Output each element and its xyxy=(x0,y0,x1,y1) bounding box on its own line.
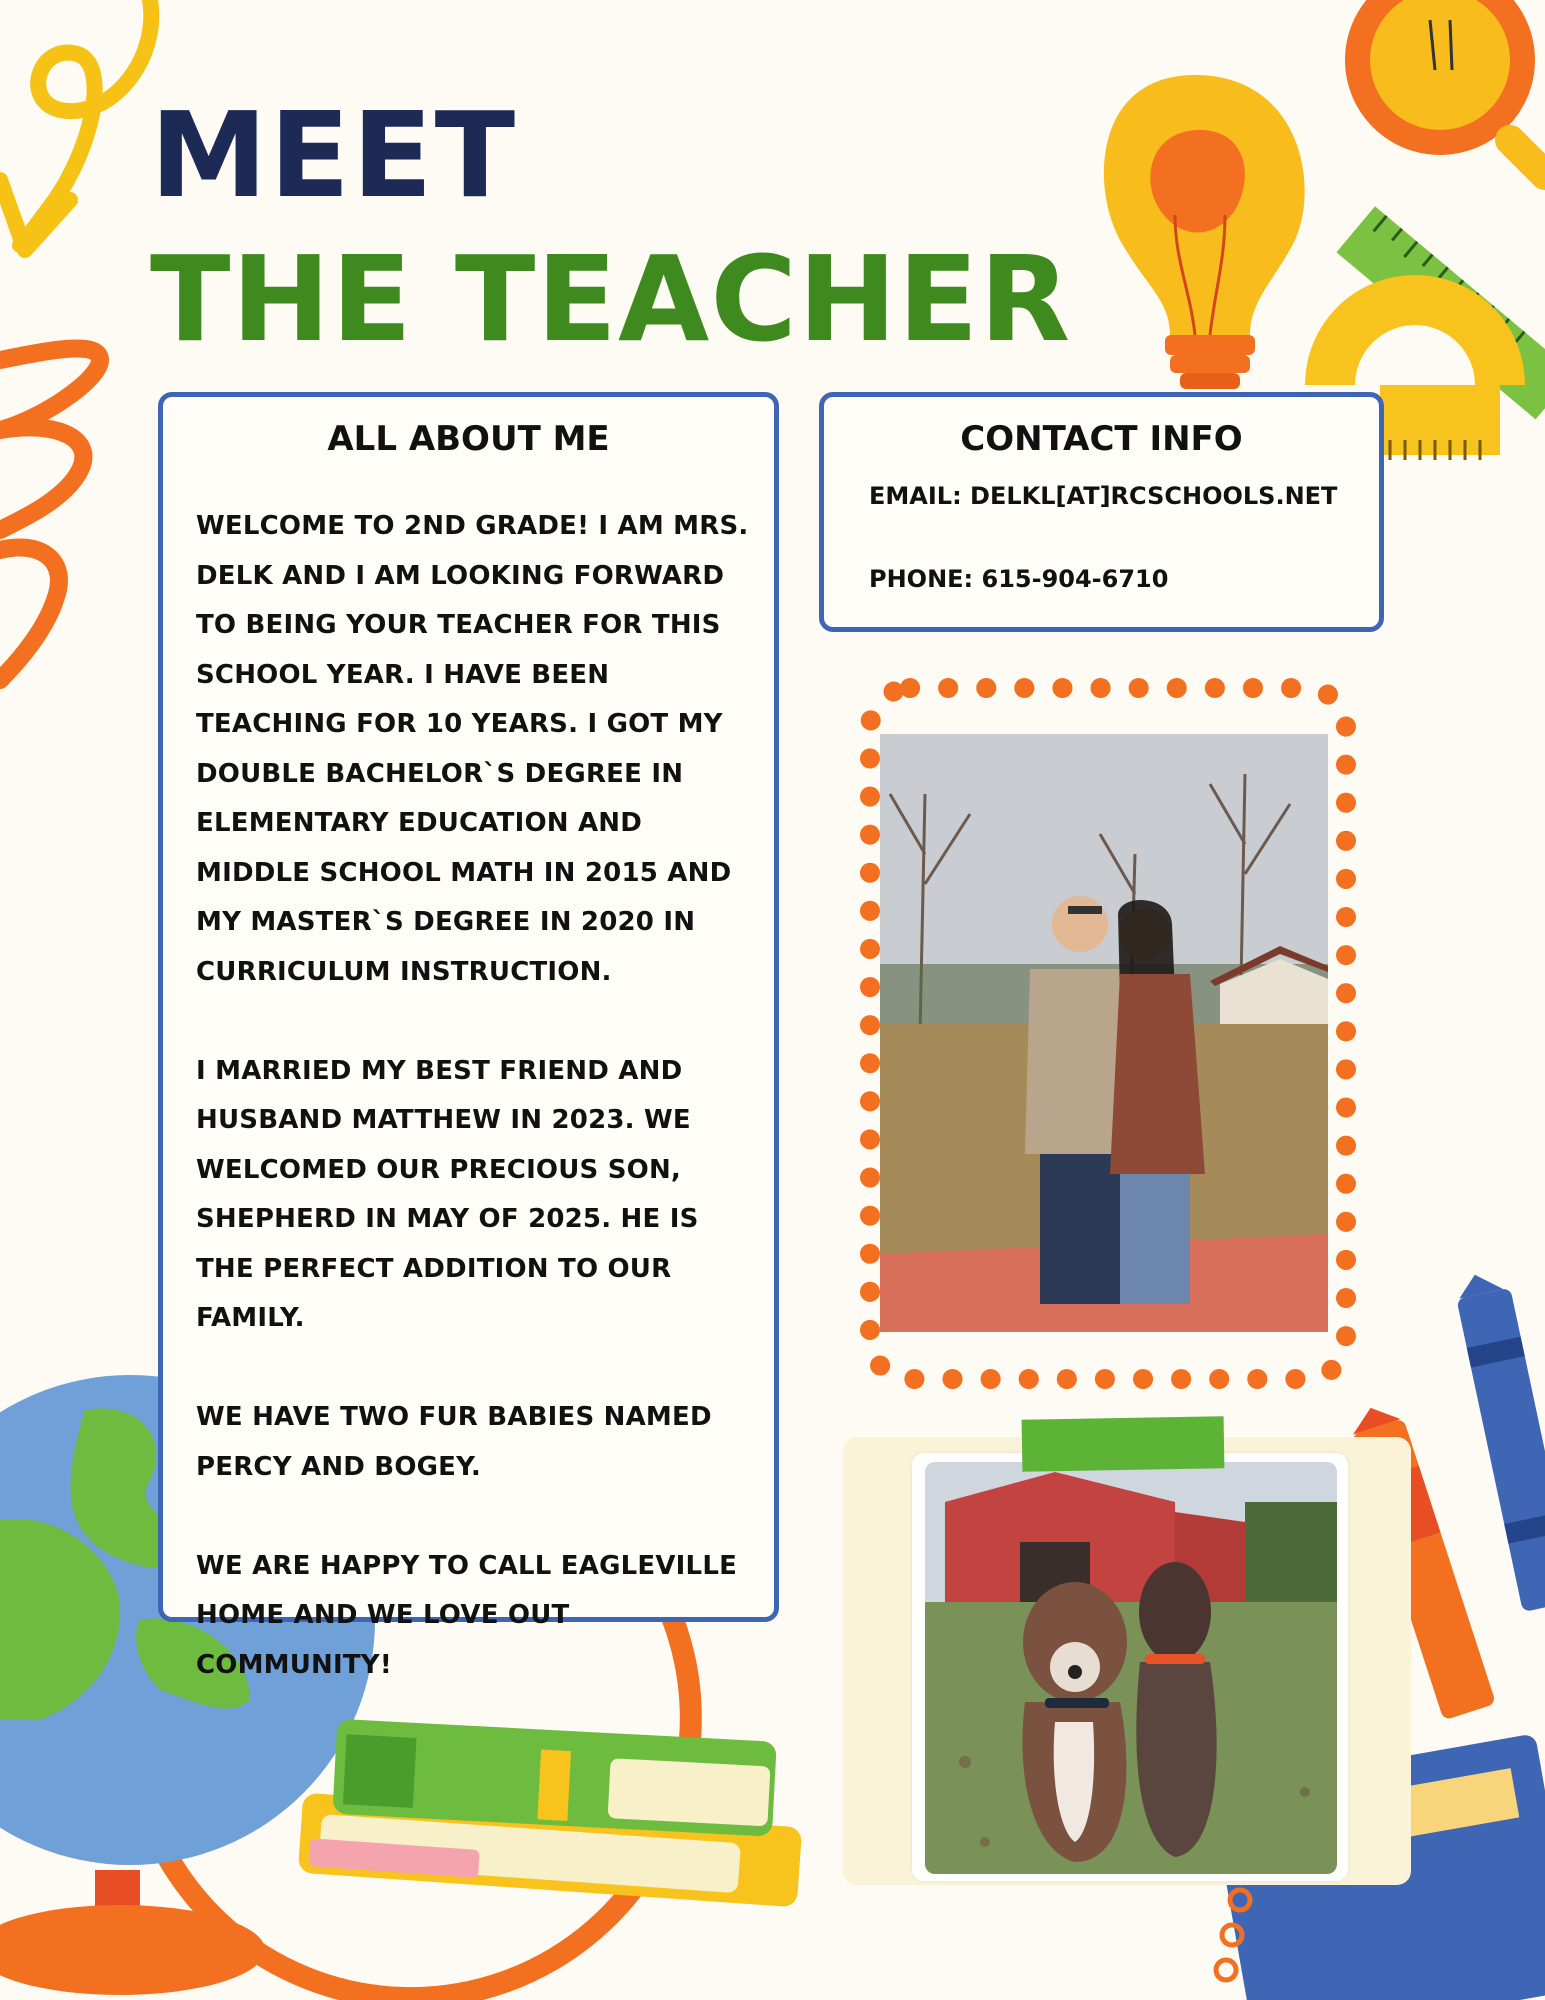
about-paragraph: WELCOME TO 2ND GRADE! I AM MRS. DELK AND I AM LOOKING FORWARD TO BEING YOUR TEACHER FOR THIS SCHOOL YEAR. I HAVE BEEN TEACHING FOR 10 YEARS. I GOT MY DOUBLE BACHELOR`S DEGREE IN ELEMENTARY EDUCATION AND MIDDLE SCHOOL MATH IN 2015 AND MY MASTER`S DEGREE IN 2020 IN CURRICULUM INSTRUCTION. xyxy=(196,511,749,987)
books-icon xyxy=(298,1719,802,1908)
about-me-heading: ALL ABOUT ME xyxy=(327,419,610,459)
light-bulb-icon xyxy=(1104,75,1305,389)
contact-info-card xyxy=(819,392,1384,632)
teacher-couple-photo xyxy=(880,734,1328,1332)
dogs-photo xyxy=(925,1462,1337,1874)
about-me-body xyxy=(196,502,756,1740)
magnifying-glass-icon xyxy=(1345,0,1545,175)
contact-email[interactable]: EMAIL: DELKL[AT]RCSCHOOLS.NET xyxy=(869,482,1338,510)
swirl-arrow-icon xyxy=(0,0,151,250)
title-the-teacher: THE TEACHER xyxy=(150,230,1072,368)
about-paragraph: WE ARE HAPPY TO CALL EAGLEVILLE HOME AND WE LOVE OUT COMMUNITY! xyxy=(196,1550,738,1680)
contact-info-heading: CONTACT INFO xyxy=(960,419,1243,459)
orange-scribble-icon xyxy=(0,348,100,680)
about-me-card xyxy=(158,392,779,1680)
about-paragraph: I MARRIED MY BEST FRIEND AND HUSBAND MATTHEW IN 2023. WE WELCOMED OUR PRECIOUS SON, SHEPHERD IN MAY OF 2025. HE IS THE PERFECT ADDITION TO OUR FAMILY. xyxy=(196,1055,699,1333)
contact-phone[interactable]: PHONE: 615-904-6710 xyxy=(869,565,1169,593)
title-meet: MEET xyxy=(150,86,518,224)
tape-strip xyxy=(1022,1416,1225,1472)
about-paragraph: WE HAVE TWO FUR BABIES NAMED PERCY AND BOGEY. xyxy=(196,1402,712,1482)
